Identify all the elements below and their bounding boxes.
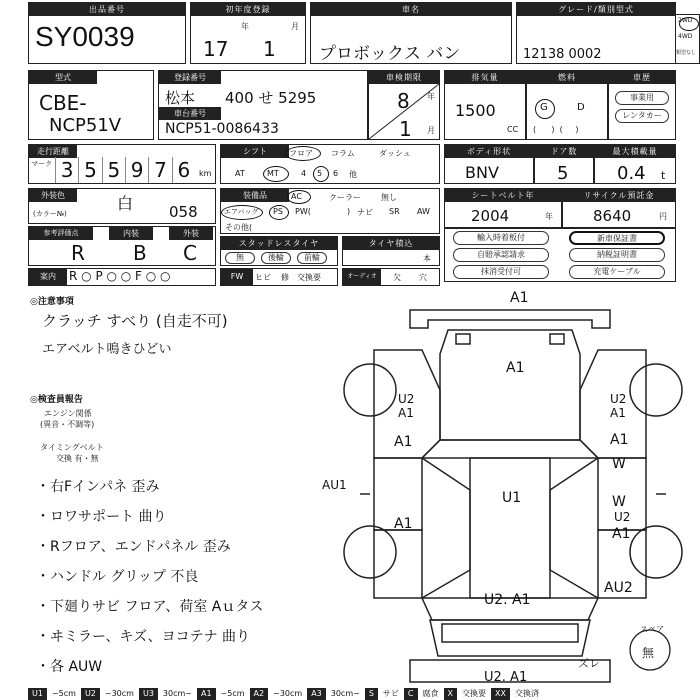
shift-other: 他 [349,170,357,179]
mark-right-rear-2: U2 [614,510,631,524]
mark-left-rear: A1 [394,516,413,532]
inspection-box [368,70,440,140]
inspector-label: ◎検査員報告 [30,395,83,405]
reg-number-label: 登録番号 [159,71,221,84]
lot-number: SY0039 [35,21,135,52]
capacity-box [594,144,676,184]
legend-key: X [444,688,457,700]
exterior-label: 外装 [169,227,213,240]
model-name-label: 車名 [311,3,511,16]
seatbelt-label: シートベルト年 [445,189,561,202]
fw-box [220,268,338,286]
diagonal-slash [369,84,441,141]
lot-number-box [28,2,186,64]
inspection-label: 車検期限 [369,71,439,84]
mark-left-front-2: A1 [398,406,414,420]
selected-circle [679,17,699,31]
equip-pw: PW( [295,207,311,216]
body-shape-box [444,144,534,184]
fw-repair: 修 [281,273,289,282]
displacement-box [444,70,526,140]
mark-right-rear-1: W [612,494,626,510]
recycle-amount: 8640 [593,207,632,225]
studless-none: 無 [225,252,255,264]
recycle-unit: 円 [659,212,667,221]
doors-box [534,144,594,184]
guide-value: R ○ P ○ ○ F ○ ○ [69,269,171,283]
caution-label: ◎注意事項 [30,297,74,307]
equip-airbag: エアバッグ [224,208,259,216]
model-code-2: NCP51V [49,115,122,136]
mark-rear: U2. A1 [484,592,531,608]
mileage-digit: 3 [55,157,78,183]
report-line-1: ・右Fインパネ 歪み [36,479,160,495]
equip-navi: ナビ [357,208,373,217]
interior-label: 内装 [109,227,153,240]
tire-box [342,236,440,266]
model-name-box [310,2,512,64]
legend-key: A3 [307,688,326,700]
shift-5: 5 [317,169,323,178]
spare-label: スペア [640,625,664,634]
caution-line-2: エアベルト鳴きひどい [42,342,172,357]
shift-6: 6 [333,169,339,178]
check-import: 輸入時着板付 [453,231,549,245]
first-registration-label: 初年度登録 [191,3,305,16]
recycle-box [562,188,676,228]
legend-value: ~5cm [51,689,76,698]
fuel-box [526,70,608,140]
legend-value: ~30cm [104,689,134,698]
caution-line-1: クラッチ すべり (自走不可) [42,312,228,330]
rating-box [28,226,216,266]
legend-value: 交換要 [461,689,486,698]
check-cancel: 抹消受付可 [453,265,549,279]
studless-rear: 後輪 [261,252,291,264]
shift-dash: ダッシュ [379,149,411,158]
inspection-year: 8 [397,89,410,113]
legend-value: ~5cm [220,689,245,698]
equipment-box [220,188,440,234]
legend-key: S [365,688,378,700]
cc-unit: CC [507,125,519,134]
legend-key: U1 [28,688,47,700]
capacity: 0.4 [617,163,646,184]
timing-label: タイミングベルト [40,443,104,452]
opt-2wd: 2WD [678,17,693,24]
fw-replace: 交換要 [297,273,321,282]
first-reg-year: 17 [203,37,229,61]
equip-other: その他( [225,223,253,232]
grade-ref-value: R [71,241,85,265]
equip-ac: AC [291,192,302,201]
history-box [608,70,676,140]
displacement-label: 排気量 [445,71,525,84]
spare-value: 無 [642,646,655,660]
mileage-digit: 5 [102,157,125,183]
mark-right-rear-3: A1 [612,526,631,542]
exterior-value: C [183,241,197,265]
mark-right-rear-corner: AU2 [604,580,633,596]
model-code-1: CBE- [39,91,87,115]
equip-aw: AW [417,207,430,216]
mileage-digit: 5 [78,157,101,183]
insp-month-unit: 月 [427,126,435,135]
fuel-label: 燃料 [527,71,607,84]
legend-value: 30cm~ [330,689,360,698]
drive-options [676,14,700,64]
legend-key: C [404,688,418,700]
engine-label: エンジン関係 [44,409,92,418]
check-tax: 納税証明書 [569,248,665,262]
year-unit: 年 [241,22,249,31]
opt-none: 類型なし [676,50,697,56]
check-insurance: 自賠承認請求 [453,248,549,262]
check-cable: 充電ケーブル [569,265,665,279]
chassis-label: 車台番号 [159,107,221,120]
guide-box [28,268,216,286]
equip-pw-close: ) [347,207,351,216]
shift-4: 4 [301,169,307,178]
equipment-label: 装備品 [221,189,289,202]
recycle-label: リサイクル預託金 [563,189,675,202]
audio-label: オーディオ [343,269,381,285]
insp-year-unit: 年 [427,92,435,101]
report-line-4: ・ハンドル グリップ 不良 [36,569,199,585]
fuel-d: D [577,102,585,113]
mileage-sub: マーク [31,160,52,168]
km-unit: km [199,169,212,178]
grade-box [516,2,676,64]
history-label: 車歴 [609,71,675,84]
timing-value: 交換 有・無 [56,454,99,463]
fw-crack: ヒビ [255,273,271,282]
color-code: 058 [169,203,198,221]
studless-box [220,236,338,266]
model-code-box [28,70,154,140]
report-line-3: ・Rフロア、エンドパネル 歪み [36,539,231,555]
body-shape-label: ボディ形状 [445,145,533,158]
shift-mt: MT [267,169,279,178]
color-sub: (カラー№) [33,210,67,218]
seatbelt-unit: 年 [545,212,553,221]
grade-value: 12138 0002 [523,47,602,62]
legend-value: 30cm~ [162,689,192,698]
report-line-6: ・ヰミラー、キズ、ヨコテナ 曲り [36,629,251,645]
mileage-digits [55,157,195,183]
mark-left-front-1: U2 [398,392,415,406]
doors: 5 [557,163,569,184]
history-business: 事業用 [615,91,669,105]
audio-missing: 欠 [393,273,401,282]
legend-key: A1 [197,688,216,700]
shift-column: コラム [331,149,355,158]
grade-label: グレード/類別型式 [517,3,675,16]
report-line-7: ・各 AUW [36,659,103,675]
color-label: 外装色 [29,189,77,202]
mileage-box [28,144,216,184]
reg-number-2: 400 せ 5295 [225,89,317,107]
chassis-number: NCP51-0086433 [165,121,279,137]
mark-right-front-3: A1 [610,432,629,448]
mileage-digit: 6 [172,157,195,183]
studless-label: スタッドレスタイヤ [221,237,337,250]
shift-label: シフト [221,145,289,158]
shift-floor: フロア [289,149,313,158]
shift-at: AT [235,169,245,178]
mark-right-front-4: W [612,456,626,472]
history-rental: レンタカー [615,109,669,123]
mark-rear-right: ズレ [578,657,600,670]
mileage-digit: 7 [148,157,171,183]
model-code-label: 型式 [29,71,97,84]
fuel-paren: ( ) ( ) [533,125,579,134]
grade-ref-label: 参考評価点 [29,227,93,240]
seatbelt-year: 2004 [471,207,510,225]
legend-value: 腐食 [422,689,439,698]
equip-cooler: クーラー [329,193,361,202]
mark-top: A1 [510,290,529,306]
legend-value: ~30cm [273,689,303,698]
body-shape: BNV [465,163,499,182]
legend-value: サビ [382,689,399,698]
lot-number-label: 出品番号 [29,3,185,16]
tire-label: タイヤ積込 [343,237,439,250]
reg-number-box [158,70,368,140]
audio-hole: 穴 [419,273,427,282]
legend-key: U2 [81,688,100,700]
color-value: 白 [117,194,134,213]
studless-front: 前輪 [297,252,327,264]
reg-number-1: 松本 [165,89,196,107]
equip-ps: PS [273,207,283,216]
equip-none: 無し [381,193,397,202]
mileage-label: 走行距離 [29,145,77,158]
mark-hood: A1 [506,360,525,376]
legend-key: XX [491,688,510,700]
legend-value: 交換済 [514,689,539,698]
mark-roof: U1 [502,490,522,506]
month-unit: 月 [291,22,299,31]
damage-legend [28,688,700,700]
displacement-value: 1500 [455,101,496,120]
opt-4wd: 4WD [678,33,693,40]
model-name: プロボックス バン [319,44,461,64]
tire-value: 本 [423,254,431,263]
guide-label: 案内 [29,269,67,285]
mileage-digit: 9 [125,157,148,183]
legend-key: A2 [250,688,269,700]
first-reg-month: 1 [263,37,276,61]
mark-left-fender: A1 [394,434,413,450]
engine-sub: (異音・不調等) [40,420,95,429]
seatbelt-box [444,188,562,228]
capacity-label: 最大積載量 [595,145,675,158]
checks-box [444,228,676,282]
inspection-month: 1 [399,117,412,141]
fuel-g: G [540,102,548,113]
fw-label: FW [221,269,253,285]
mark-right-front-2: A1 [610,406,626,420]
audio-box [342,268,440,286]
legend-key: U3 [139,688,158,700]
equip-sr: SR [389,207,400,216]
report-line-5: ・下廻りサビ フロア、荷室 Aｕタス [36,599,264,615]
color-box [28,188,216,224]
mark-rear-bottom: U2. A1 [484,670,528,685]
doors-label: ドア数 [535,145,593,158]
capacity-unit: t [661,169,666,182]
report-line-2: ・ロワサポート 曲り [36,509,167,525]
check-warranty: 新車保証書 [569,231,665,245]
mark-left-side: AU1 [322,478,347,492]
first-registration-box [190,2,306,64]
interior-value: B [133,241,147,265]
mark-right-front-1: U2 [610,392,627,406]
shift-box [220,144,440,184]
